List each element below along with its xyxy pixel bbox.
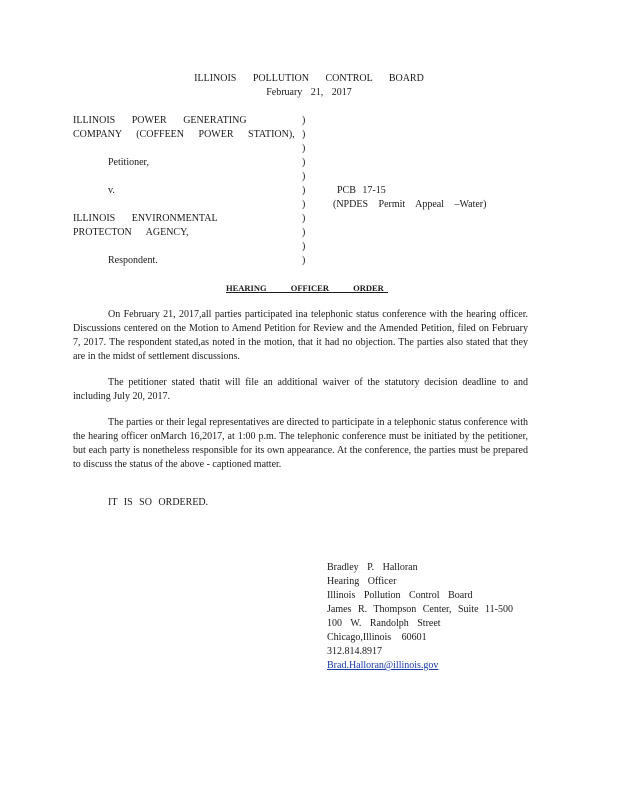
body-paragraph <box>73 416 528 472</box>
signature-title: Hearing Officer <box>327 576 397 587</box>
closing-statement: IT IS SO ORDERED. <box>108 497 209 508</box>
signature-org: Illinois Pollution Control Board <box>327 590 473 601</box>
caption-paren: ) <box>302 241 306 252</box>
board-name: ILLINOIS POLLUTION CONTROL BOARD <box>194 73 424 84</box>
caption-paren: ) <box>302 143 306 154</box>
signature-email-link[interactable]: Brad.Halloran@illinois.gov <box>327 660 439 671</box>
caption-paren: ) <box>302 213 306 224</box>
order-date: February 21, 2017 <box>266 87 352 98</box>
caption-paren: ) <box>302 129 306 140</box>
caption-paren: ) <box>302 255 306 266</box>
paragraph-text: The parties or their legal representatives are directed to participate in a telephonic status conference with the hearing officer onMarch 16,2017, at 1:00 p.m. The telephonic conference must be initiated by the petitioner, but each party is nonetheless responsible for its own appearance. At the conference, the parties must be prepared to discuss the status of the above - captioned matter. <box>73 417 528 470</box>
case-number: PCB 17-15 <box>337 185 386 196</box>
caption-paren: ) <box>302 199 306 210</box>
caption-paren: ) <box>302 185 306 196</box>
signature-address1: James R. Thompson Center, Suite 11-500 <box>327 604 513 615</box>
body-paragraph <box>73 308 528 364</box>
caption-paren: ) <box>302 115 306 126</box>
signature-phone: 312.814.8917 <box>327 646 382 657</box>
case-type: (NPDES Permit Appeal –Water) <box>333 199 487 210</box>
paragraph-text: The petitioner stated thatit will file an additional waiver of the statutory decision deadline to and including July 20, 2017. <box>73 377 528 402</box>
signature-address2: 100 W. Randolph Street <box>327 618 441 629</box>
caption-paren: ) <box>302 227 306 238</box>
respondent-name-line1: ILLINOIS ENVIRONMENTAL <box>73 213 218 224</box>
petitioner-name-line2: COMPANY (COFFEEN POWER STATION), <box>73 129 295 140</box>
paragraph-text: On February 21, 2017,all parties participated ina telephonic status conference with the hearing officer. Discussions centered on the Motion to Amend Petition for Review and the Amended Petition, filed on February 7, 2017. The respondent stated,as noted in the motion, that it had no objection. The parties also stated that they are in the midst of settlement discussions. <box>73 309 528 362</box>
versus: v. <box>108 185 115 196</box>
petitioner-name-line1: ILLINOIS POWER GENERATING <box>73 115 247 126</box>
caption-paren: ) <box>302 171 306 182</box>
caption-paren: ) <box>302 157 306 168</box>
body-paragraph <box>73 376 528 404</box>
order-title-underline <box>340 292 388 293</box>
petitioner-role: Petitioner, <box>108 157 149 168</box>
signature-city: Chicago,Illinois 60601 <box>327 632 427 643</box>
respondent-role: Respondent. <box>108 255 158 266</box>
signature-name: Bradley P. Halloran <box>327 562 418 573</box>
order-title: HEARING OFFICER ORDER <box>226 283 384 293</box>
respondent-name-line2: PROTECTON AGENCY, <box>73 227 189 238</box>
